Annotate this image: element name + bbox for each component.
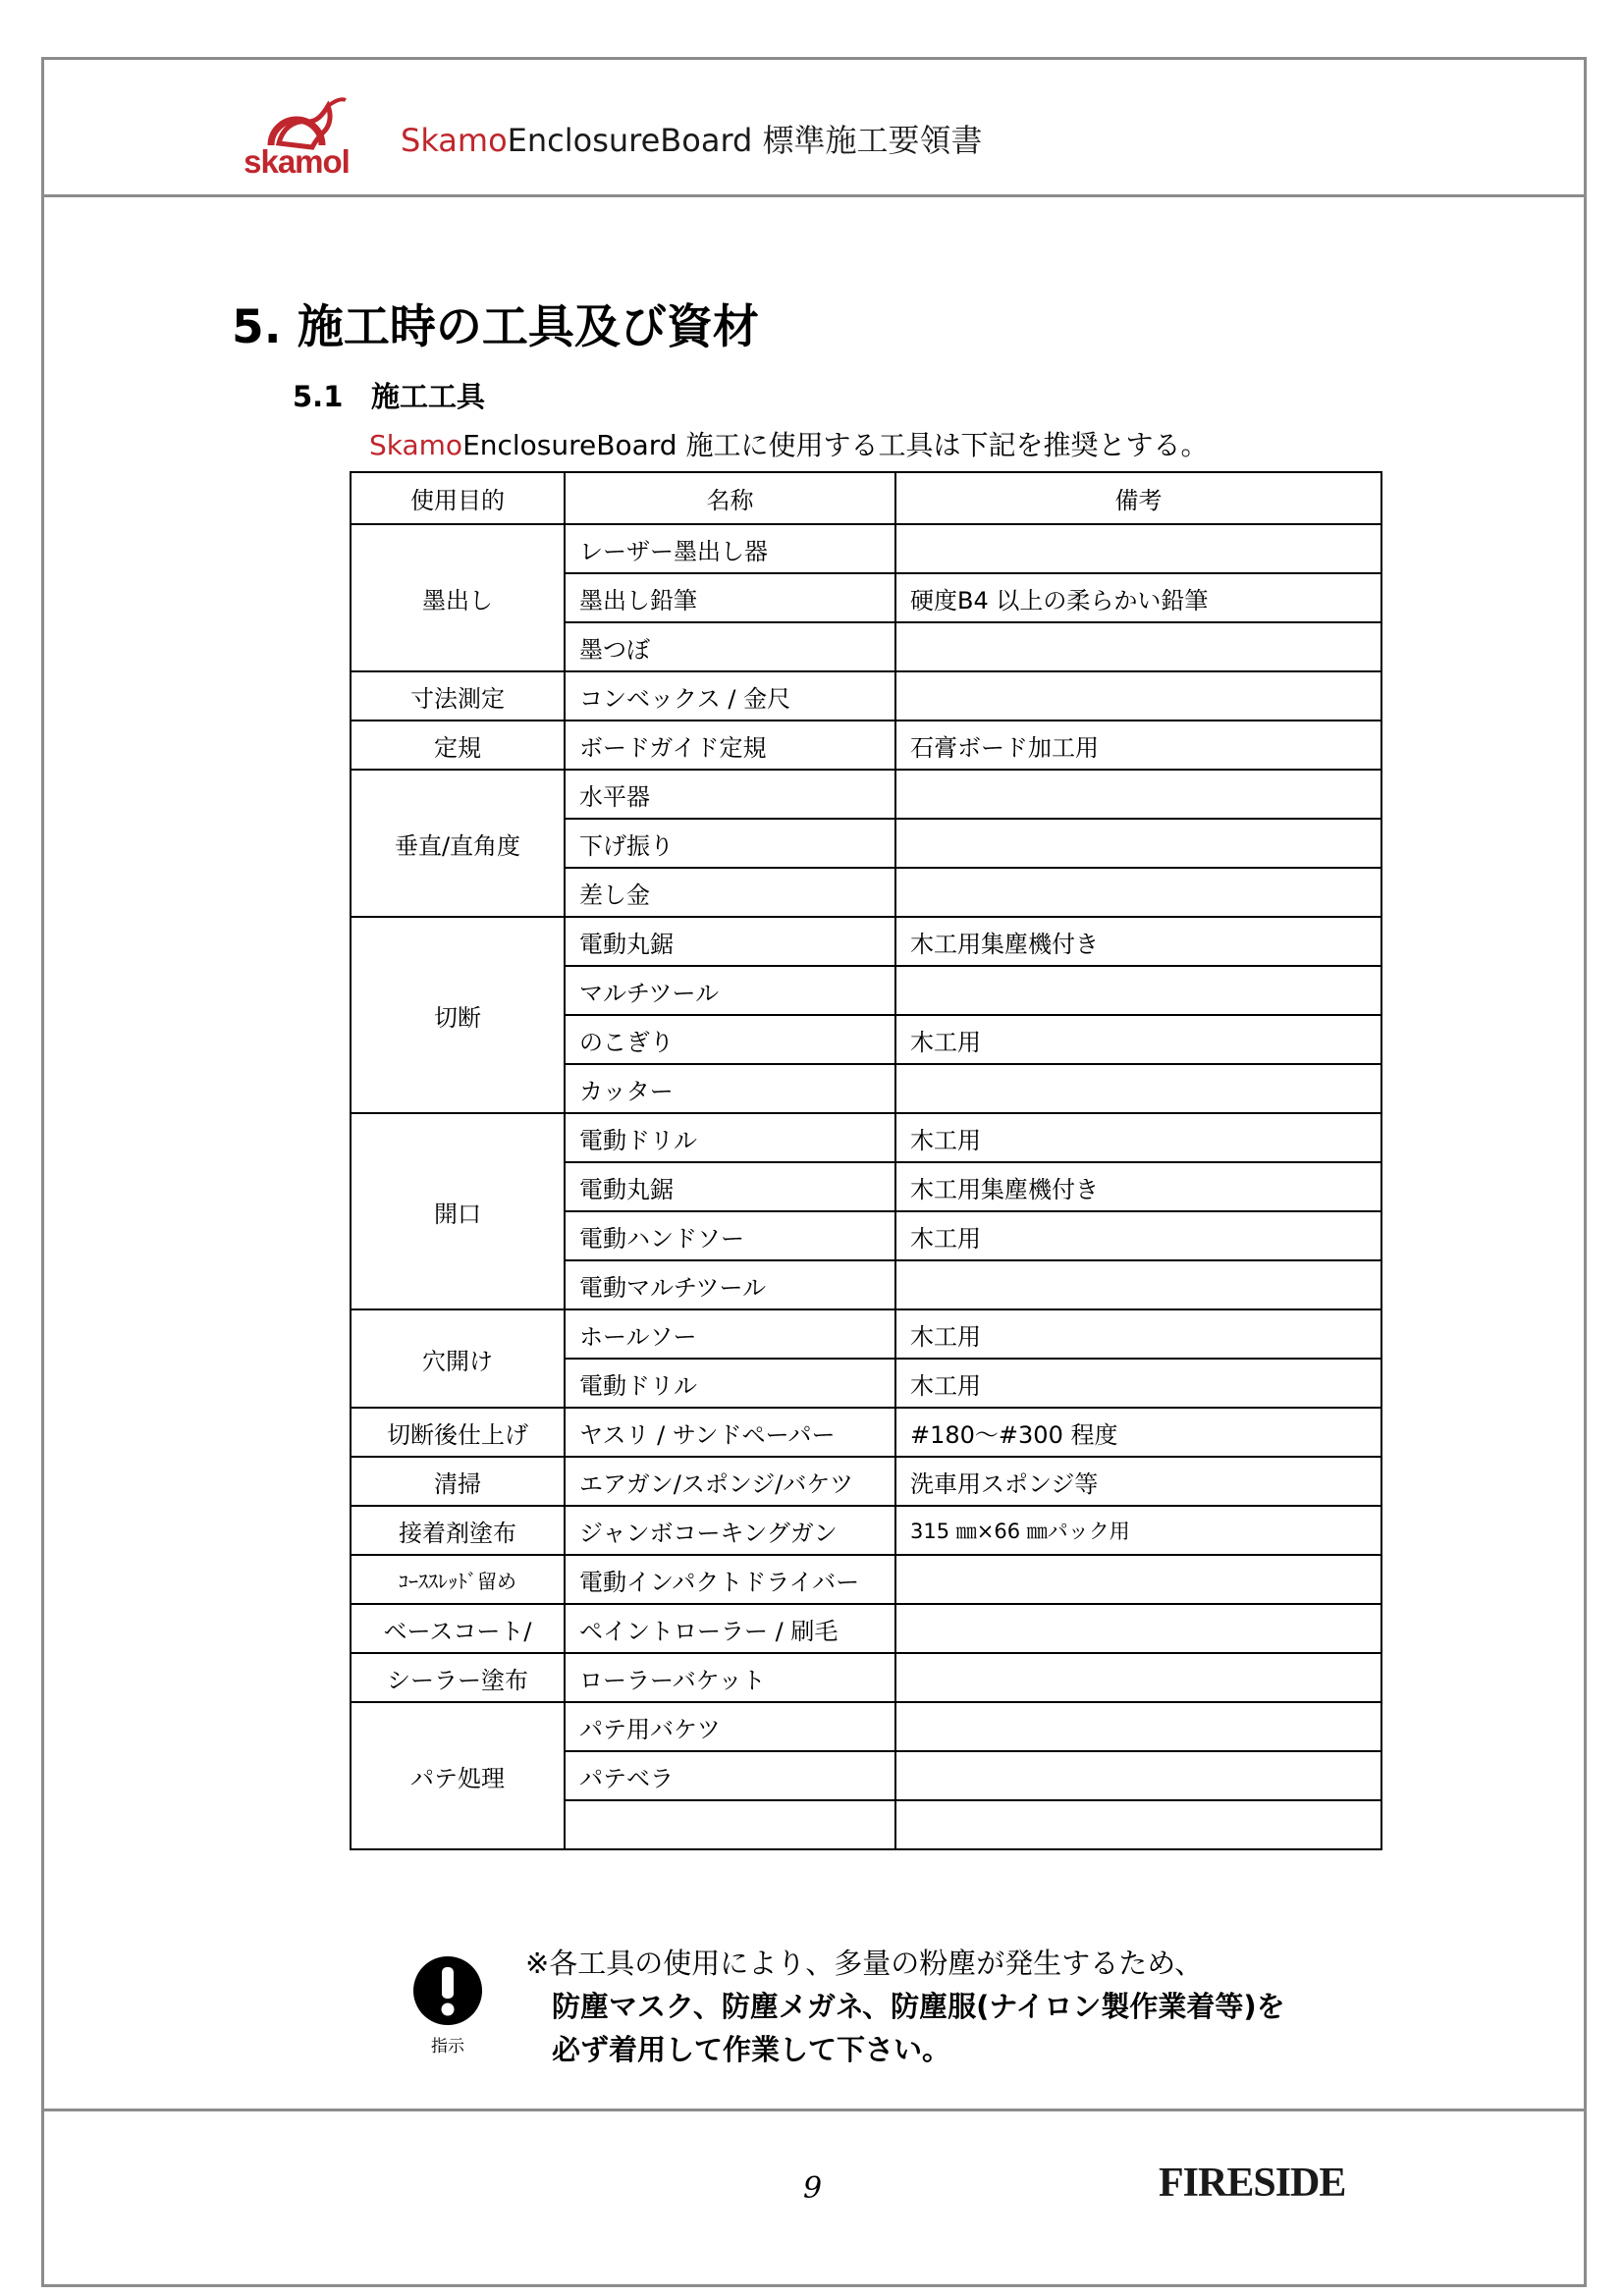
purpose-cell: 開口 [351, 1113, 565, 1309]
name-cell: 墨出し鉛筆 [565, 573, 895, 622]
name-cell: ホールソー [565, 1309, 895, 1359]
notes-cell [895, 1555, 1381, 1604]
name-cell [565, 1800, 895, 1849]
name-cell: 水平器 [565, 770, 895, 819]
notes-cell [895, 1800, 1381, 1849]
notes-cell: 木工用集塵機付き [895, 917, 1381, 966]
table-row [351, 917, 1381, 966]
name-cell: エアガン/スポンジ/バケツ [565, 1457, 895, 1506]
table-row [351, 1309, 1381, 1359]
tools-table [350, 471, 1382, 1850]
purpose-cell: 清掃 [351, 1457, 565, 1506]
name-cell: 差し金 [565, 868, 895, 917]
document-title [401, 116, 983, 161]
title-accent: Skamo [401, 122, 508, 159]
table-row [351, 770, 1381, 819]
name-cell: ペイントローラー / 刷毛 [565, 1604, 895, 1653]
skamol-logo [234, 92, 359, 181]
name-cell: レーザー墨出し器 [565, 524, 895, 573]
purpose-cell: ベースコート/ [351, 1604, 565, 1653]
subsection-title: 施工工具 [371, 380, 486, 413]
name-cell: パテ用バケツ [565, 1702, 895, 1751]
notes-cell: 315 ㎜×66 ㎜パック用 [895, 1506, 1381, 1555]
notes-cell [895, 1260, 1381, 1309]
table-row [351, 1457, 1381, 1506]
table-row [351, 671, 1381, 721]
header-notes: 備考 [895, 472, 1381, 524]
notes-cell: 木工用 [895, 1359, 1381, 1408]
notes-cell: 木工用 [895, 1309, 1381, 1359]
purpose-cell: パテ処理 [351, 1702, 565, 1849]
purpose-cell: 穴開け [351, 1309, 565, 1408]
name-cell: ローラーバケット [565, 1653, 895, 1702]
table-row [351, 1506, 1381, 1555]
purpose-cell: 切断後仕上げ [351, 1408, 565, 1457]
logo-wordmark: skamol [244, 143, 350, 180]
name-cell: のこぎり [565, 1015, 895, 1064]
section-heading: 5. 施工時の工具及び資材 [232, 300, 759, 354]
brand-logo: FIRESIDE [1159, 2161, 1346, 2206]
name-cell: 電動丸鋸 [565, 1162, 895, 1211]
table-header-row [351, 472, 1381, 524]
notes-cell [895, 1751, 1381, 1800]
notes-cell [895, 1702, 1381, 1751]
purpose-cell: 寸法測定 [351, 671, 565, 721]
page-number: 9 [803, 2171, 823, 2206]
header-divider [41, 194, 1587, 197]
notes-cell [895, 770, 1381, 819]
notes-cell: 木工用集塵機付き [895, 1162, 1381, 1211]
instruction-label: 指示 [431, 2037, 464, 2056]
notes-cell: 硬度B4 以上の柔らかい鉛筆 [895, 573, 1381, 622]
notes-cell [895, 819, 1381, 868]
purpose-cell: 墨出し [351, 524, 565, 671]
intro-text [369, 424, 1208, 463]
notes-cell [895, 966, 1381, 1015]
warning-line-1: ※各工具の使用により、多量の粉塵が発生するため、 [525, 1947, 1204, 1980]
notes-cell [895, 671, 1381, 721]
notes-cell [895, 1653, 1381, 1702]
table-row [351, 524, 1381, 573]
name-cell: 電動マルチツール [565, 1260, 895, 1309]
intro-accent: Skamo [369, 429, 463, 461]
table-row [351, 721, 1381, 770]
name-cell: カッター [565, 1064, 895, 1113]
purpose-cell: 切断 [351, 917, 565, 1113]
notes-cell [895, 524, 1381, 573]
mandatory-instruction-icon [412, 1955, 483, 2026]
notes-cell [895, 1064, 1381, 1113]
notes-cell: 石膏ボード加工用 [895, 721, 1381, 770]
purpose-cell: ｺｰｽｽﾚｯﾄﾞ留め [351, 1555, 565, 1604]
table-row [351, 1604, 1381, 1653]
table-row [351, 1702, 1381, 1751]
table-row [351, 1113, 1381, 1162]
notes-cell: 洗車用スポンジ等 [895, 1457, 1381, 1506]
header-purpose: 使用目的 [351, 472, 565, 524]
name-cell: マルチツール [565, 966, 895, 1015]
table-row [351, 1653, 1381, 1702]
footer-divider [41, 2109, 1587, 2111]
warning-line-2: 防塵マスク、防塵メガネ、防塵服(ナイロン製作業着等)を [552, 1990, 1285, 2023]
subsection-number: 5.1 [293, 380, 344, 413]
table-body [351, 524, 1381, 1849]
header-name: 名称 [565, 472, 895, 524]
name-cell: 電動ドリル [565, 1113, 895, 1162]
name-cell: 電動ドリル [565, 1359, 895, 1408]
table-row [351, 1555, 1381, 1604]
name-cell: 電動ハンドソー [565, 1211, 895, 1260]
notes-cell: 木工用 [895, 1211, 1381, 1260]
purpose-cell: シーラー塗布 [351, 1653, 565, 1702]
name-cell: 電動丸鋸 [565, 917, 895, 966]
purpose-cell: 定規 [351, 721, 565, 770]
purpose-cell: 接着剤塗布 [351, 1506, 565, 1555]
notes-cell [895, 868, 1381, 917]
name-cell: ボードガイド定規 [565, 721, 895, 770]
intro-rest: EnclosureBoard 施工に使用する工具は下記を推奨とする。 [462, 429, 1209, 461]
notes-cell: 木工用 [895, 1113, 1381, 1162]
subsection-heading [293, 375, 485, 415]
name-cell: コンベックス / 金尺 [565, 671, 895, 721]
table-row [351, 1408, 1381, 1457]
warning-line-3: 必ず着用して作業して下さい。 [552, 2033, 951, 2066]
name-cell: ジャンボコーキングガン [565, 1506, 895, 1555]
name-cell: パテベラ [565, 1751, 895, 1800]
title-rest: EnclosureBoard 標準施工要領書 [507, 122, 983, 159]
name-cell: 電動インパクトドライバー [565, 1555, 895, 1604]
notes-cell: 木工用 [895, 1015, 1381, 1064]
notes-cell: #180～#300 程度 [895, 1408, 1381, 1457]
notes-cell [895, 622, 1381, 671]
name-cell: 下げ振り [565, 819, 895, 868]
notes-cell [895, 1604, 1381, 1653]
name-cell: ヤスリ / サンドペーパー [565, 1408, 895, 1457]
purpose-cell: 垂直/直角度 [351, 770, 565, 917]
name-cell: 墨つぼ [565, 622, 895, 671]
